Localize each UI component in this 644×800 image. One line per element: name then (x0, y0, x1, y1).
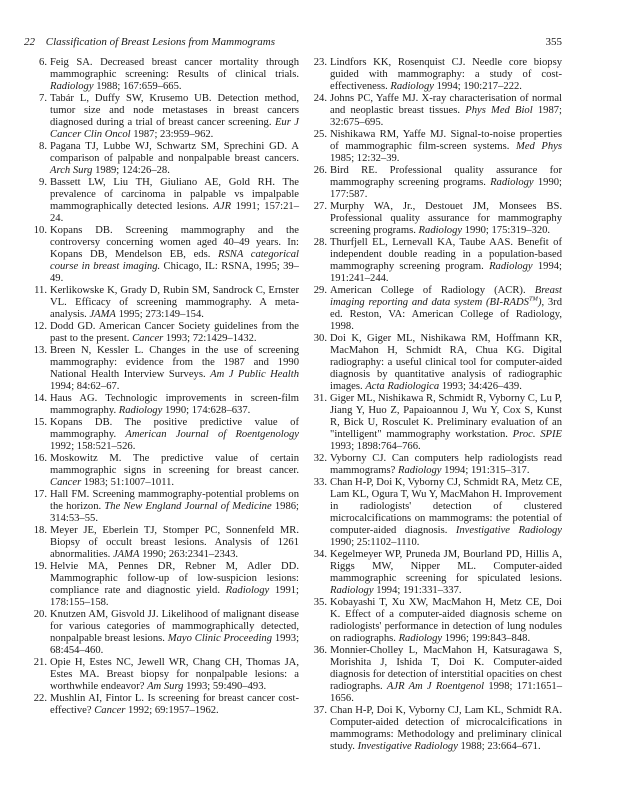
reference-source: Radiology (118, 405, 163, 416)
reference-text: Feig SA. Decreased breast cancer mortality through mammographic screening: Results of clinical trials. (50, 57, 299, 80)
reference-item (28, 57, 299, 93)
reference-text: 1990; 175:319–320. (462, 225, 551, 236)
reference-source: AJR Am J Roentgenol (386, 681, 485, 692)
reference-number: 19. (33, 561, 47, 572)
reference-source: Radiology (390, 81, 434, 92)
reference-source: Am J Public Health (210, 369, 299, 380)
reference-text: 1990; 174:628–637. (162, 405, 251, 416)
reference-number: 18. (33, 525, 47, 536)
reference-text: Doi K, Giger ML, Nishikawa RM, Hoffmann KR, MacMahon H, Schmidt RA, Chua KG. Digital radiography: a useful clinical tool for computer-aided diagnosis by quantitative analysis of radiographic images. (330, 333, 562, 392)
reference-source: Radiology (490, 177, 534, 188)
reference-number: 28. (313, 237, 327, 248)
reference-source: Radiology (225, 585, 270, 596)
reference-list-right-column (308, 57, 562, 753)
reference-text: 1983; 51:1007–1011. (81, 477, 175, 488)
reference-text: , 3rd ed. Reston, VA: American College of Radiology, 1998. (330, 297, 563, 332)
reference-text: 1994; 84:62–67. (50, 381, 120, 392)
reference-text: 1994; 191:315–317. (441, 465, 530, 476)
reference-source: Eur J Cancer Clin Oncol (50, 117, 299, 140)
reference-item (28, 177, 299, 225)
running-header (24, 36, 275, 48)
reference-source: Am Surg (147, 681, 184, 692)
reference-text: Kobayashi T, Xu XW, MacMahon H, Metz CE, Doi K. Effect of a computer-aided diagnosis scheme on radiologists' performance in detection of lung nodules on radiographs. (330, 597, 562, 644)
reference-item (28, 657, 299, 693)
reference-item (308, 393, 562, 453)
reference-item (28, 453, 299, 489)
reference-text: 1994; 191:331–337. (373, 585, 462, 596)
reference-number: 24. (313, 93, 327, 104)
reference-text: Bassett LW, Liu TH, Giuliano AE, Gold RH. The prevalence of carcinoma in palpable vs impalpable mammographically detected lesions. (50, 177, 299, 212)
reference-source: Proc. SPIE (512, 429, 562, 440)
reference-text: 1986; 314:53–55. (50, 501, 299, 524)
reference-text: Tabár L, Duffy SW, Krusemo UB. Detection method, tumor size and node metastases in breast cancers diagnosed during a trial of breast cancer screening. (50, 93, 299, 128)
reference-text: 1990; 25:1102–1110. (330, 537, 420, 548)
reference-number: 30. (313, 333, 327, 344)
reference-number: 7. (39, 93, 47, 104)
reference-number: 12. (33, 321, 47, 332)
reference-source: Investigative Radiology (455, 525, 562, 536)
superscript: TM (528, 295, 538, 303)
reference-item (308, 645, 562, 705)
reference-text: Johns PC, Yaffe MJ. X-ray characterisation of normal and neoplastic breast tissues. (330, 93, 562, 116)
reference-text: Thurfjell EL, Lernevall KA, Taube AAS. Benefit of independent double reading in a population-based mammography screening program. (330, 237, 562, 272)
reference-source: JAMA (89, 309, 116, 320)
reference-text: 1991; 178:155–158. (50, 585, 299, 608)
reference-item (28, 141, 299, 177)
reference-source: JAMA (112, 549, 140, 560)
reference-number: 34. (313, 549, 327, 560)
reference-source: Mayo Clinic Proceeding (167, 633, 272, 644)
reference-text: Kerlikowske K, Grady D, Rubin SM, Sandrock C, Ernster VL. Efficacy of screening mammography. A meta-analysis. (50, 285, 299, 320)
reference-source: Radiology (397, 465, 442, 476)
reference-text: 1994; 190:217–222. (433, 81, 522, 92)
reference-text: Kegelmeyer WP, Pruneda JM, Bourland PD, Hillis A, Riggs MW, Nipper ML. Computer-aided mammographic screening for spiculated lesions. (330, 549, 562, 584)
reference-number: 13. (33, 345, 47, 356)
reference-number: 11. (34, 285, 47, 296)
reference-text: Mushlin AI, Fintor L. Is screening for breast cancer cost-effective? (50, 693, 299, 716)
reference-text: 1989; 124:26–28. (92, 165, 170, 176)
reference-text: Hall FM. Screening mammography-potential problems on the horizon. (50, 489, 299, 512)
reference-source: Phys Med Biol (465, 105, 533, 116)
reference-source: Acta Radiologica (365, 381, 440, 392)
reference-item (28, 417, 299, 453)
reference-text: Helvie MA, Pennes DR, Rebner M, Adler DD. Mammographic follow-up of low-suspicion lesions: compliance rate and diagnostic yield. (50, 561, 299, 596)
reference-text: 1993; 68:454–460. (50, 633, 300, 656)
reference-number: 9. (39, 177, 47, 188)
reference-text: Vyborny CJ. Can computers help radiologists read mammograms? (330, 453, 562, 476)
reference-item (28, 693, 299, 717)
reference-item (308, 129, 562, 165)
reference-item (28, 489, 299, 525)
reference-text: 1990; 177:587. (330, 177, 562, 200)
reference-source: The New England Journal of Medicine (104, 501, 272, 512)
reference-item (308, 93, 562, 129)
reference-source: Investigative Radiology (357, 741, 458, 752)
reference-number: 14. (33, 393, 47, 404)
reference-number: 29. (313, 285, 327, 296)
reference-text: Bird RE. Professional quality assurance for mammography screening programs. (330, 165, 562, 188)
reference-text: 1993; 34:426–439. (439, 381, 522, 392)
reference-item (28, 93, 299, 141)
reference-source: Radiology (50, 81, 94, 92)
reference-text: 1994; 191:241–244. (330, 261, 563, 284)
reference-number: 36. (313, 645, 327, 656)
reference-number: 10. (33, 225, 47, 236)
reference-text: Kopans DB. The positive predictive value of mammography. (50, 417, 299, 440)
reference-text: 1988; 23:664–671. (457, 741, 541, 752)
reference-item (308, 201, 562, 237)
reference-text: Kopans DB. Screening mammography and the controversy concerning women aged 40–49 years. In: Kopans DB, Mendelson EB, eds. (50, 225, 299, 260)
reference-item (308, 549, 562, 597)
reference-number: 20. (33, 609, 47, 620)
reference-text: 1987; 23:959–962. (130, 129, 214, 140)
reference-text: 1985; 12:32–39. (330, 153, 400, 164)
reference-source: Cancer (50, 477, 82, 488)
reference-number: 37. (313, 705, 327, 716)
reference-source: Breast imaging reporting and data system (BI-RADS (330, 285, 562, 308)
reference-item (28, 285, 299, 321)
reference-number: 8. (39, 141, 47, 152)
reference-text: Haus AG. Technologic improvements in screen-film mammography. (50, 393, 299, 416)
reference-text: Opie H, Estes NC, Jewell WR, Chang CH, Thomas JA, Estes MA. Breast biopsy for nonpalpable lesions: a worthwhile endeavor? (50, 657, 299, 692)
reference-number: 27. (313, 201, 327, 212)
reference-item (308, 597, 562, 645)
reference-item (28, 393, 299, 417)
reference-source: AJR (213, 201, 232, 212)
reference-item (28, 609, 299, 657)
reference-item (308, 705, 562, 753)
reference-item (308, 477, 562, 549)
reference-text: Lindfors KK, Rosenquist CJ. Needle core biopsy guided with mammography: a study of cost-effectiveness. (330, 57, 562, 92)
page-number-left: 22 (24, 36, 35, 48)
reference-text: 1992; 69:1957–1962. (125, 705, 219, 716)
reference-text: Dodd GD. American Cancer Society guidelines from the past to the present. (50, 321, 299, 344)
reference-number: 17. (33, 489, 47, 500)
reference-source: Radiology (398, 633, 443, 644)
reference-text: 1993; 1898:764–766. (330, 441, 421, 452)
reference-text: Nishikawa RM, Yaffe MJ. Signal-to-noise properties of mammographic film-screen systems. (330, 129, 562, 152)
reference-number: 21. (33, 657, 47, 668)
page-number-right: 355 (545, 36, 562, 48)
reference-number: 26. (313, 165, 327, 176)
reference-item (308, 333, 562, 393)
reference-item (308, 57, 562, 93)
reference-text: Meyer JE, Eberlein TJ, Stomper PC, Sonnenfeld MR. Biopsy of occult breast lesions. Analysis of 1261 abnormalities. (50, 525, 299, 560)
running-title: Classification of Breast Lesions from Mammograms (45, 36, 276, 48)
reference-item (28, 225, 299, 285)
reference-text: 1990; 263:2341–2343. (139, 549, 239, 560)
reference-number: 33. (313, 477, 327, 488)
reference-text: American College of Radiology (ACR). (330, 285, 535, 296)
reference-list-left-column (28, 57, 299, 717)
reference-text: 1995; 273:149–154. (115, 309, 204, 320)
reference-number: 22. (33, 693, 47, 704)
reference-text: Giger ML, Nishikawa R, Schmidt R, Vyborny C, Lu P, Jiang Y, Huo Z, Papaioannou J, Wu Y, Cox S, Kunst R, Bick U, Rosculet K. Preliminary evaluation of an "intelligent" mammography workstation. (330, 393, 562, 440)
reference-item (28, 525, 299, 561)
reference-text: Breen N, Kessler L. Changes in the use of screening mammography: evidence from the 1987 and 1990 National Health Interview Surveys. (50, 345, 299, 380)
reference-number: 35. (313, 597, 327, 608)
reference-number: 32. (313, 453, 327, 464)
reference-number: 23. (313, 57, 327, 68)
reference-item (308, 237, 562, 285)
reference-text: Knutzen AM, Gisvold JJ. Likelihood of malignant disease for various categories of mammographically detected, nonpalpable breast lesions. (50, 609, 299, 644)
reference-text: 1987; 32:675–695. (330, 105, 562, 128)
reference-text: Monnier-Cholley L, MacMahon H, Katsuragawa S, Morishita J, Ishida T, Doi K. Computer-aided diagnosis for detection of interstitial opacities on chest radiographs. (330, 645, 562, 692)
reference-text: 1996; 199:843–848. (442, 633, 531, 644)
reference-text: 1998; 171:1651–1656. (330, 681, 562, 704)
reference-source: Cancer (132, 333, 164, 344)
reference-source: Radiology (489, 261, 533, 272)
reference-text: Murphy WA, Jr., Destouet JM, Monsees BS. Professional quality assurance for mammography screening programs. (330, 201, 562, 236)
reference-number: 16. (33, 453, 47, 464)
reference-item (308, 453, 562, 477)
reference-source: Radiology (418, 225, 463, 236)
reference-source: Arch Surg (50, 165, 93, 176)
reference-source: RSNA categorical course in breast imaging. (50, 249, 299, 272)
reference-source: Radiology (330, 585, 374, 596)
reference-text: 1993; 72:1429–1432. (163, 333, 257, 344)
reference-text: 1992; 158:521–526. (50, 441, 136, 452)
reference-text: 1993; 59:490–493. (183, 681, 267, 692)
reference-number: 6. (39, 57, 47, 68)
reference-source: American Journal of Roentgenology (125, 429, 299, 440)
reference-text: Pagana TJ, Lubbe WJ, Schwartz SM, Sprechini GD. A comparison of palpable and nonpalpable breast cancers. (50, 141, 299, 164)
reference-text: Chicago, IL: RSNA, 1995; 39–49. (50, 261, 299, 284)
reference-text: Chan H-P, Doi K, Vyborny CJ, Lam KL, Schmidt RA. Computer-aided detection of microcalcifications in mammograms: Methodology and preliminary clinical study. (330, 705, 562, 752)
reference-item (308, 165, 562, 201)
reference-item (28, 345, 299, 393)
reference-number: 15. (33, 417, 47, 428)
reference-number: 25. (313, 129, 327, 140)
reference-item (308, 285, 562, 333)
reference-item (28, 561, 299, 609)
reference-text: Chan H-P, Doi K, Vyborny CJ, Schmidt RA, Metz CE, Lam KL, Ogura T, Wu Y, MacMahon H. Improvement in radiologists' detection of clustered microcalcifications on mammograms: the potential of computer-aided diagnosis. (330, 477, 562, 536)
reference-item (28, 321, 299, 345)
reference-source: ) (537, 297, 542, 308)
reference-text: 1991; 157:21–24. (50, 201, 299, 224)
reference-source: Med Phys (516, 141, 562, 152)
reference-text: Moskowitz M. The predictive value of certain mammographic signs in screening for breast cancer. (50, 453, 299, 476)
reference-source: Cancer (94, 705, 126, 716)
reference-number: 31. (313, 393, 327, 404)
reference-text: 1988; 167:659–665. (93, 81, 182, 92)
